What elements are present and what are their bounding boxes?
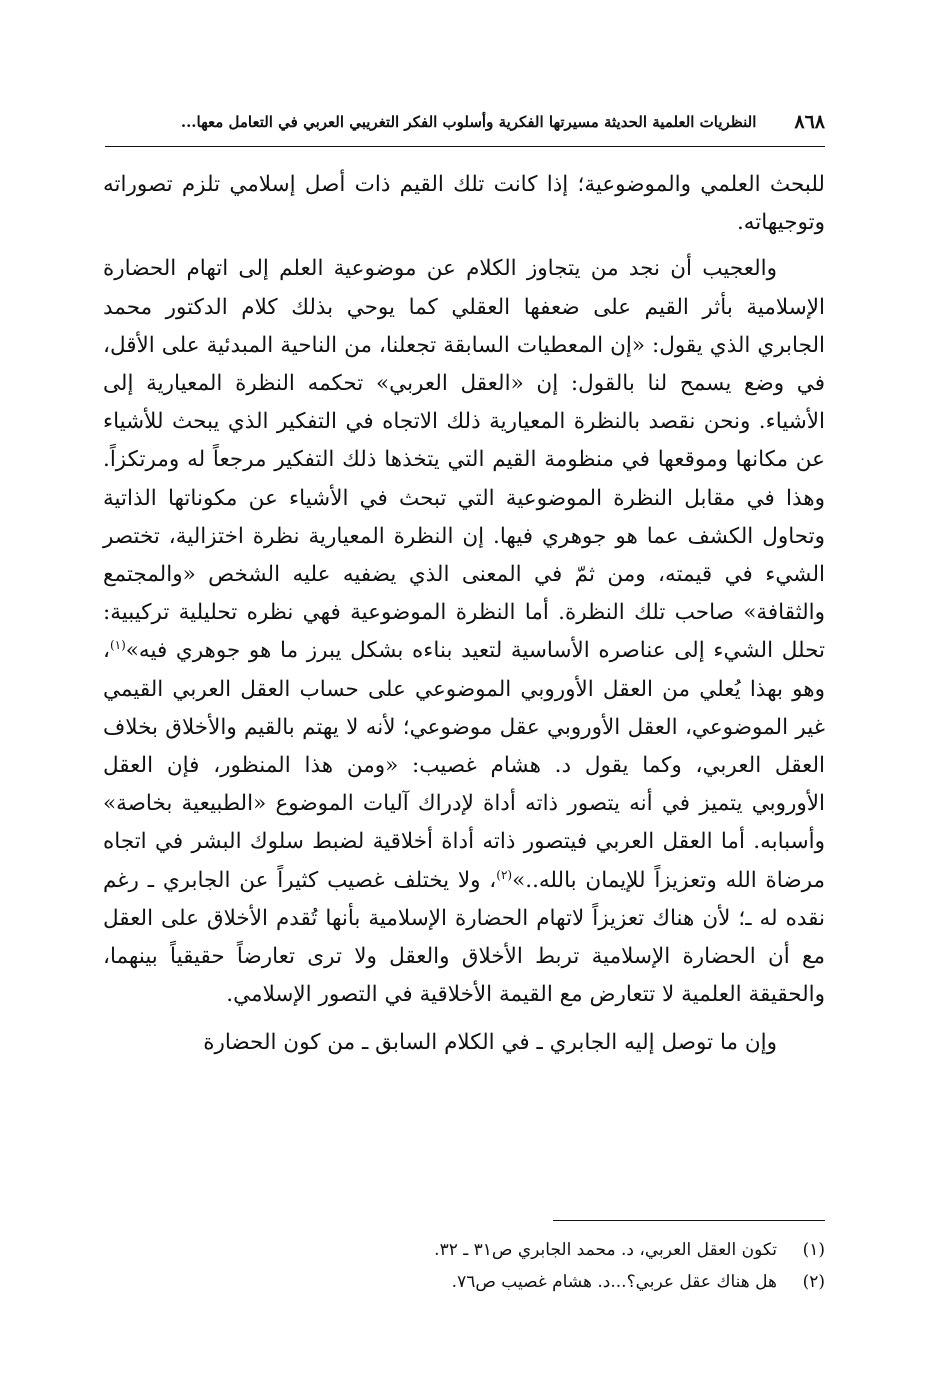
footnote [220,1234,825,1266]
footnote-mark: (١) [802,1240,825,1260]
paragraph-text: والعجيب أن نجد من يتجاوز الكلام عن موضوعية العلم إلى اتهام الحضارة الإسلامية بأثر القيم على ضعفها العقلي كما يوحي بذلك كلام الدكتور محمد الجابري الذي يقول: «إن المعطيات السابقة تجعلنا، من الناحية المبدئية على الأقل، في وضع يسمح لنا بالقول: إن «العقل العربي» تحكمه النظرة المعيارية إلى الأشياء. ونحن نقصد بالنظرة المعيارية ذلك الاتجاه في التفكير الذي يبحث للأشياء عن مكانها وموقعها في منظومة القيم التي يتخذها ذلك التفكير مرجعاً له ومرتكزاً. وهذا في مقابل النظرة الموضوعية التي تبحث في الأشياء عن مكوناتها الذاتية وتحاول الكشف عما هو جوهري فيها. إن النظرة المعيارية نظرة اختزالية، تختصر الشيء في قيمته، ومن ثمّ في المعنى الذي يضفيه عليه الشخص «والمجتمع والثقافة» صاحب تلك النظرة. أما النظرة الموضوعية فهي نظره تحليلية تركيبية: تحلل الشيء إلى عناصره الأساسية لتعيد بناءه بشكل يبرز ما هو جوهري فيه» [103,256,825,664]
running-title: النظريات العلمية الحديثة مسيرتها الفكرية وأسلوب الفكر التغريبي العربي في التعامل معها... [180,113,757,131]
page-number: ٨٦٨ [794,111,825,133]
footnote-mark: (٢) [802,1272,825,1292]
footnote-reference[interactable]: (١) [109,638,126,653]
paragraph: وإن ما توصل إليه الجابري ـ في الكلام السابق ـ من كون الحضارة [203,1030,777,1056]
footnote-reference[interactable]: (٢) [496,867,513,882]
footnote-text: هل هناك عقل عربي؟...د. هشام غصيب ص٧٦. [451,1272,777,1292]
page-header [105,104,825,140]
footnote-text: تكون العقل العربي، د. محمد الجابري ص٣١ ـ ٣٢. [434,1240,777,1260]
paragraph [103,250,825,1014]
paragraph: للبحث العلمي والموضوعية؛ إذا كانت تلك القيم ذات أصل إسلامي تلزم تصوراته وتوجيهاته. [103,172,825,236]
footnote [220,1266,825,1298]
paragraph-text: ، وهو بهذا يُعلي من العقل الأوروبي الموضوعي على حساب العقل العربي القيمي غير الموضوعي، العقل الأوروبي عقل موضوعي؛ لأنه لا يهتم بالقيم والأخلاق بخلاف العقل العربي، وكما يقول د. هشام غصيب: «ومن هذا المنظور، فإن العقل الأوروبي يتميز في أنه يتصور ذاته أداة لإدراك آليات الموضوع «الطبيعية بخاصة» وأسبابه. أما العقل العربي فيتصور ذاته أداة أخلاقية لضبط سلوك البشر في اتجاه مرضاة الله وتعزيزاً للإيمان بالله..» [103,638,825,893]
footnotes [220,1234,825,1298]
paragraph-text: ، ولا يختلف غصيب كثيراً عن الجابري ـ رغم نقده له ـ؛ لأن هناك تعزيزاً لاتهام الحضارة الإسلامية بأنها تُقدم الأخلاق على العقل مع أن الحضارة الإسلامية تربط الأخلاق والعقل ولا ترى تعارضاً حقيقياً بينهما، والحقيقة العلمية لا تتعارض مع القيمة الأخلاقية في التصور الإسلامي. [103,867,825,1008]
footnote-divider [553,1220,825,1221]
main-text [103,166,825,1063]
header-divider [105,146,825,147]
